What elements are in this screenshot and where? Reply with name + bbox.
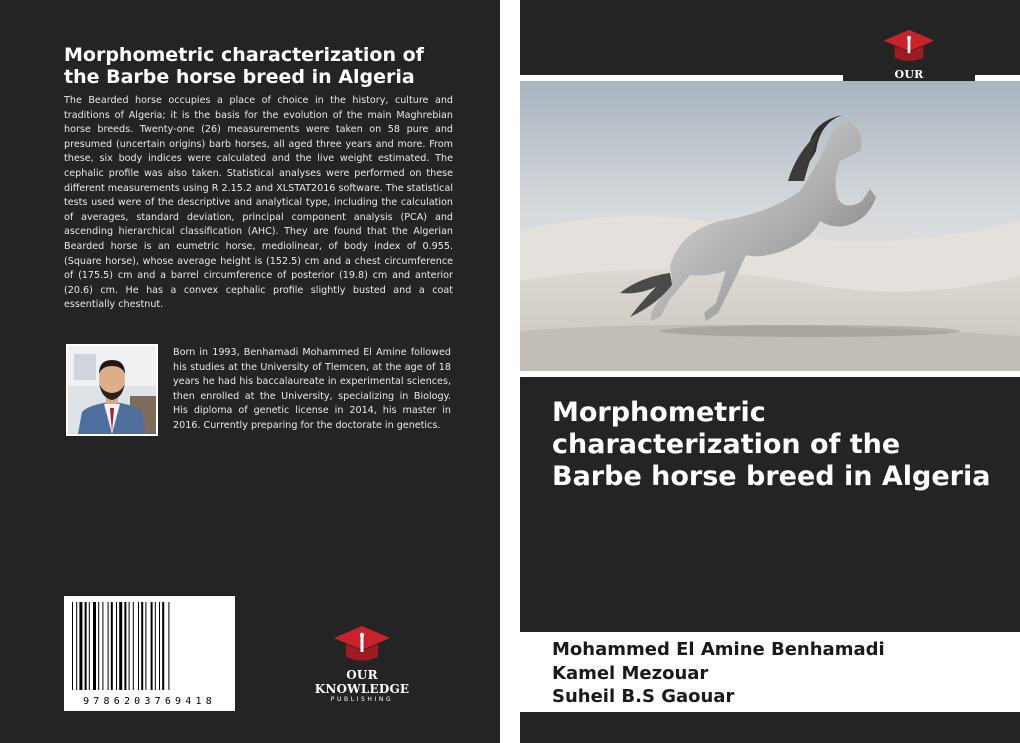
back-publisher-logo <box>300 624 424 704</box>
barcode-bar <box>108 602 109 690</box>
author-portrait <box>66 344 158 436</box>
barcode-bar <box>151 602 153 690</box>
barcode-bar <box>98 602 99 690</box>
publisher-name: OUR KNOWLEDGE <box>314 668 410 696</box>
barcode-bar <box>72 602 73 690</box>
spine-gap <box>500 0 520 743</box>
barcode-bar <box>93 602 96 690</box>
back-title: Morphometric characterization of the Barbe horse breed in Algeria <box>64 44 424 88</box>
barcode-bar <box>129 602 130 690</box>
isbn-digits: 9786203769418 <box>83 696 216 707</box>
barcode-bar <box>85 602 87 690</box>
barcode-bar <box>102 602 103 690</box>
barcode-bar <box>133 602 134 690</box>
barcode-bar <box>155 602 156 690</box>
barcode-bar <box>76 602 77 690</box>
graduation-cap-logo-icon <box>881 28 937 64</box>
horse-photo <box>520 81 1020 371</box>
author-bio: Born in 1993, Benhamadi Mohammed El Amine followed his studies at the University of Tlemcen, at the age of 18 years he had his baccalaureate in experimental sciences, then enrolled at the University, specializing in Biology. His diploma of genetic license in 2014, his master in 2016. Currently preparing for the doctorate in genetics. <box>173 347 451 431</box>
barcode-bar <box>159 602 160 690</box>
barcode-bar <box>116 602 117 690</box>
publisher-sub: PUBLISHING <box>330 696 394 703</box>
author-name: Suheil B.S Gaouar <box>552 686 735 707</box>
front-title: Morphometric characterization of the Barbe horse breed in Algeria <box>552 397 991 492</box>
barcode <box>64 596 235 711</box>
publisher-name: OUR <box>894 68 924 81</box>
barcode-bar <box>141 602 143 690</box>
barcode-bar <box>138 602 139 690</box>
barcode-bar <box>119 602 122 690</box>
white-band-middle <box>520 371 1020 377</box>
back-abstract: The Bearded horse occupies a place of choice in the history, culture and traditions of Algeria; it is the basis for the evolution of the main Maghrebian horse breeds. Twenty-one (26) measurements were taken on 58 pure and presumed (uncertain origins) barb horses, all aged three years and more. From these, six body indices were calculated and the live weight estimated. The cephalic profile was also taken. Statistical analyses were performed on these different measurements using R 2.15.2 and XLSTAT2016 software. The statistical tests used were of the descriptive and analytical type, including the calculation of averages, standard deviation, principal component analysis (PCA) and ascending hierarchical classification (AHC). They are found that the Algerian Bearded horse is an eumetric horse, mediolinear, of body index of 0.955. (Square horse), whose average height is (152.5) cm and a chest circumference of (175.5) cm and a barrel circumference of posterior (19.8) cm and anterior (20.6) cm. He has a convex cephalic profile slightly busted and a coat essentially chestnut. <box>64 95 453 311</box>
barcode-bar <box>145 602 146 690</box>
barcode-bar <box>168 602 169 690</box>
barcode-bar <box>79 602 82 690</box>
front-bottom-strip <box>520 712 1020 743</box>
barcode-bar <box>111 602 113 690</box>
graduation-cap-logo-icon <box>332 624 392 664</box>
author-list <box>552 638 885 709</box>
barcode-bar <box>124 602 126 690</box>
barcode-bars <box>64 596 235 694</box>
barcode-bar <box>89 602 90 690</box>
author-name: Kamel Mezouar <box>552 662 709 684</box>
author-name: Mohammed El Amine Benhamadi <box>552 639 885 660</box>
barcode-bar <box>162 602 164 690</box>
